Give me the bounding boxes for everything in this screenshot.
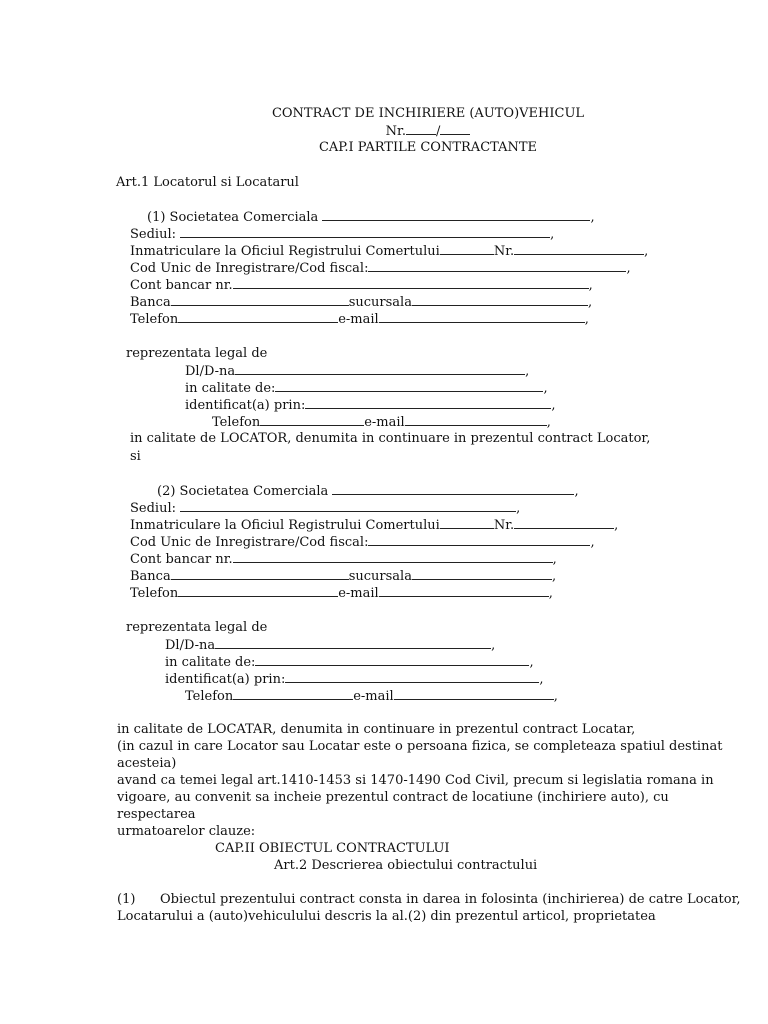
art2-para-number: (1) <box>117 892 136 907</box>
party2-registru-field[interactable] <box>440 516 494 529</box>
art1-heading: Art.1 Locatorul si Locatarul <box>116 175 299 190</box>
party1-rep-telefon-line: Telefon e-mail , <box>212 415 551 430</box>
party1-telefon-label: Telefon <box>130 312 179 327</box>
closing-line-1: in calitate de LOCATAR, denumita in continuare in prezentul contract Locatar, <box>117 722 636 737</box>
party2-reprezentata: reprezentata legal de <box>126 620 268 635</box>
party2-dl-field[interactable] <box>215 636 491 649</box>
party1-cont-line: Cont bancar nr. , <box>130 278 593 293</box>
party1-sucursala-label: sucursala <box>348 295 412 310</box>
party1-sucursala-field[interactable] <box>412 293 588 306</box>
party1-calitate-label: in calitate de: <box>185 381 276 396</box>
party2-cont-label: Cont bancar nr. <box>130 552 233 567</box>
party2-nr-label: Nr. <box>493 518 515 533</box>
party1-registru-label: Inmatriculare la Oficiul Registrului Comertului <box>130 244 440 259</box>
party1-calitate-field[interactable] <box>275 379 543 392</box>
party1-telefon-line: Telefon e-mail , <box>130 312 589 327</box>
chapter2-title: CAP.II OBIECTUL CONTRACTULUI <box>215 841 450 856</box>
party2-identificat-line: identificat(a) prin: , <box>165 672 544 687</box>
party1-cui-field[interactable] <box>368 259 626 272</box>
party1-dl-field[interactable] <box>235 362 525 375</box>
party1-si: si <box>130 449 141 464</box>
party2-email-field[interactable] <box>379 584 549 597</box>
nr-blank[interactable] <box>406 122 436 135</box>
party1-identificat-line: identificat(a) prin: , <box>185 398 556 413</box>
party2-sediul-line: Sediul: , <box>130 501 521 516</box>
party2-email-label: e-mail <box>338 586 379 601</box>
closing-line-3: acesteia) <box>117 756 177 771</box>
art2-heading: Art.2 Descrierea obiectului contractului <box>274 858 538 873</box>
art2-para-line-2: Locatarului a (auto)vehiculului descris la al.(2) din prezentul articol, proprietatea <box>117 909 656 924</box>
party2-calitate-field[interactable] <box>255 653 529 666</box>
party2-calitate-label: in calitate de: <box>165 655 256 670</box>
party2-sediul-field[interactable] <box>180 499 516 512</box>
party1-banca-line: Banca sucursala , <box>130 295 593 310</box>
nr-label: Nr. <box>385 124 406 139</box>
party1-sediul-label: Sediul: <box>130 227 176 242</box>
party1-nr-label: Nr. <box>493 244 515 259</box>
party1-email-field[interactable] <box>379 310 585 323</box>
party1-rep-email-label: e-mail <box>364 415 405 430</box>
party1-registru-field[interactable] <box>440 242 494 255</box>
party2-company-field[interactable] <box>332 482 574 495</box>
party1-sediul-field[interactable] <box>180 225 550 238</box>
party1-banca-field[interactable] <box>171 293 349 306</box>
party1-cont-label: Cont bancar nr. <box>130 278 233 293</box>
party2-calitate-line: in calitate de: , <box>165 655 534 670</box>
party2-nr-field[interactable] <box>514 516 614 529</box>
party2-rep-telefon-label: Telefon <box>185 689 234 704</box>
party1-nr-field[interactable] <box>514 242 644 255</box>
closing-line-6: respectarea <box>117 807 196 822</box>
art2-para-line-1: Obiectul prezentului contract consta in darea in folosinta (inchirierea) de catre Locator, <box>160 892 741 907</box>
chapter1-title: CAP.I PARTILE CONTRACTANTE <box>318 140 538 155</box>
party2-cont-field[interactable] <box>233 550 553 563</box>
party1-role-line: in calitate de LOCATOR, denumita in continuare in prezentul contract Locator, <box>130 431 651 446</box>
party1-email-label: e-mail <box>338 312 379 327</box>
closing-line-4: avand ca temei legal art.1410-1453 si 1470-1490 Cod Civil, precum si legislatia romana in <box>117 773 714 788</box>
party1-telefon-field[interactable] <box>178 310 338 323</box>
party1-company-line: (1) Societatea Comerciala , <box>147 210 595 225</box>
party2-telefon-label: Telefon <box>130 586 179 601</box>
party2-rep-email-label: e-mail <box>353 689 394 704</box>
party2-banca-label: Banca <box>130 569 171 584</box>
party1-registru-line: Inmatriculare la Oficiul Registrului Comertului Nr. , <box>130 244 649 259</box>
party2-rep-telefon-field[interactable] <box>233 687 353 700</box>
date-blank[interactable] <box>440 122 470 135</box>
party2-rep-telefon-line: Telefon e-mail , <box>185 689 558 704</box>
party1-company-field[interactable] <box>322 208 590 221</box>
party2-cont-line: Cont bancar nr. , <box>130 552 557 567</box>
party1-calitate-line: in calitate de: , <box>185 381 548 396</box>
party2-cui-field[interactable] <box>368 533 590 546</box>
party2-identificat-label: identificat(a) prin: <box>165 672 286 687</box>
party1-reprezentata: reprezentata legal de <box>126 346 268 361</box>
closing-line-7: urmatoarelor clauze: <box>117 824 256 839</box>
document-title: CONTRACT DE INCHIRIERE (AUTO)VEHICUL <box>271 106 585 121</box>
party2-banca-line: Banca sucursala , <box>130 569 557 584</box>
party2-telefon-line: Telefon e-mail , <box>130 586 553 601</box>
contract-number-line <box>0 122 768 140</box>
closing-line-5: vigoare, au convenit sa incheie prezentul contract de locatiune (inchiriere auto), cu <box>117 790 669 805</box>
party2-telefon-field[interactable] <box>178 584 338 597</box>
party2-company-line: (2) Societatea Comerciala , <box>157 484 579 499</box>
party1-identificat-label: identificat(a) prin: <box>185 398 306 413</box>
party2-sediul-label: Sediul: <box>130 501 176 516</box>
party2-registru-label: Inmatriculare la Oficiul Registrului Comertului <box>130 518 440 533</box>
party2-cui-line: Cod Unic de Inregistrare/Cod fiscal: , <box>130 535 595 550</box>
party1-rep-telefon-label: Telefon <box>212 415 261 430</box>
party1-cui-label: Cod Unic de Inregistrare/Cod fiscal: <box>130 261 369 276</box>
party2-dl-line: Dl/D-na , <box>165 638 496 653</box>
party2-registru-line: Inmatriculare la Oficiul Registrului Comertului Nr. , <box>130 518 619 533</box>
party1-sediul-line: Sediul: , <box>130 227 555 242</box>
party2-sucursala-label: sucursala <box>348 569 412 584</box>
closing-line-2: (in cazul in care Locator sau Locatar este o persoana fizica, se completeaza spatiul destinat <box>117 739 723 754</box>
party2-rep-email-field[interactable] <box>394 687 554 700</box>
party1-banca-label: Banca <box>130 295 171 310</box>
party2-sucursala-field[interactable] <box>412 567 552 580</box>
party1-cont-field[interactable] <box>233 276 589 289</box>
party2-cui-label: Cod Unic de Inregistrare/Cod fiscal: <box>130 535 369 550</box>
party2-company-label: (2) Societatea Comerciala <box>157 484 329 499</box>
party2-banca-field[interactable] <box>171 567 349 580</box>
party2-dl-label: Dl/D-na <box>165 638 216 653</box>
party1-dl-line: Dl/D-na , <box>185 364 530 379</box>
party1-dl-label: Dl/D-na <box>185 364 236 379</box>
party1-rep-telefon-field[interactable] <box>260 413 364 426</box>
party2-identificat-field[interactable] <box>285 670 539 683</box>
party1-company-label: (1) Societatea Comerciala <box>147 210 319 225</box>
party1-cui-line: Cod Unic de Inregistrare/Cod fiscal: , <box>130 261 631 276</box>
nr-separator: / <box>435 124 441 139</box>
party1-identificat-field[interactable] <box>305 396 551 409</box>
party1-rep-email-field[interactable] <box>405 413 547 426</box>
